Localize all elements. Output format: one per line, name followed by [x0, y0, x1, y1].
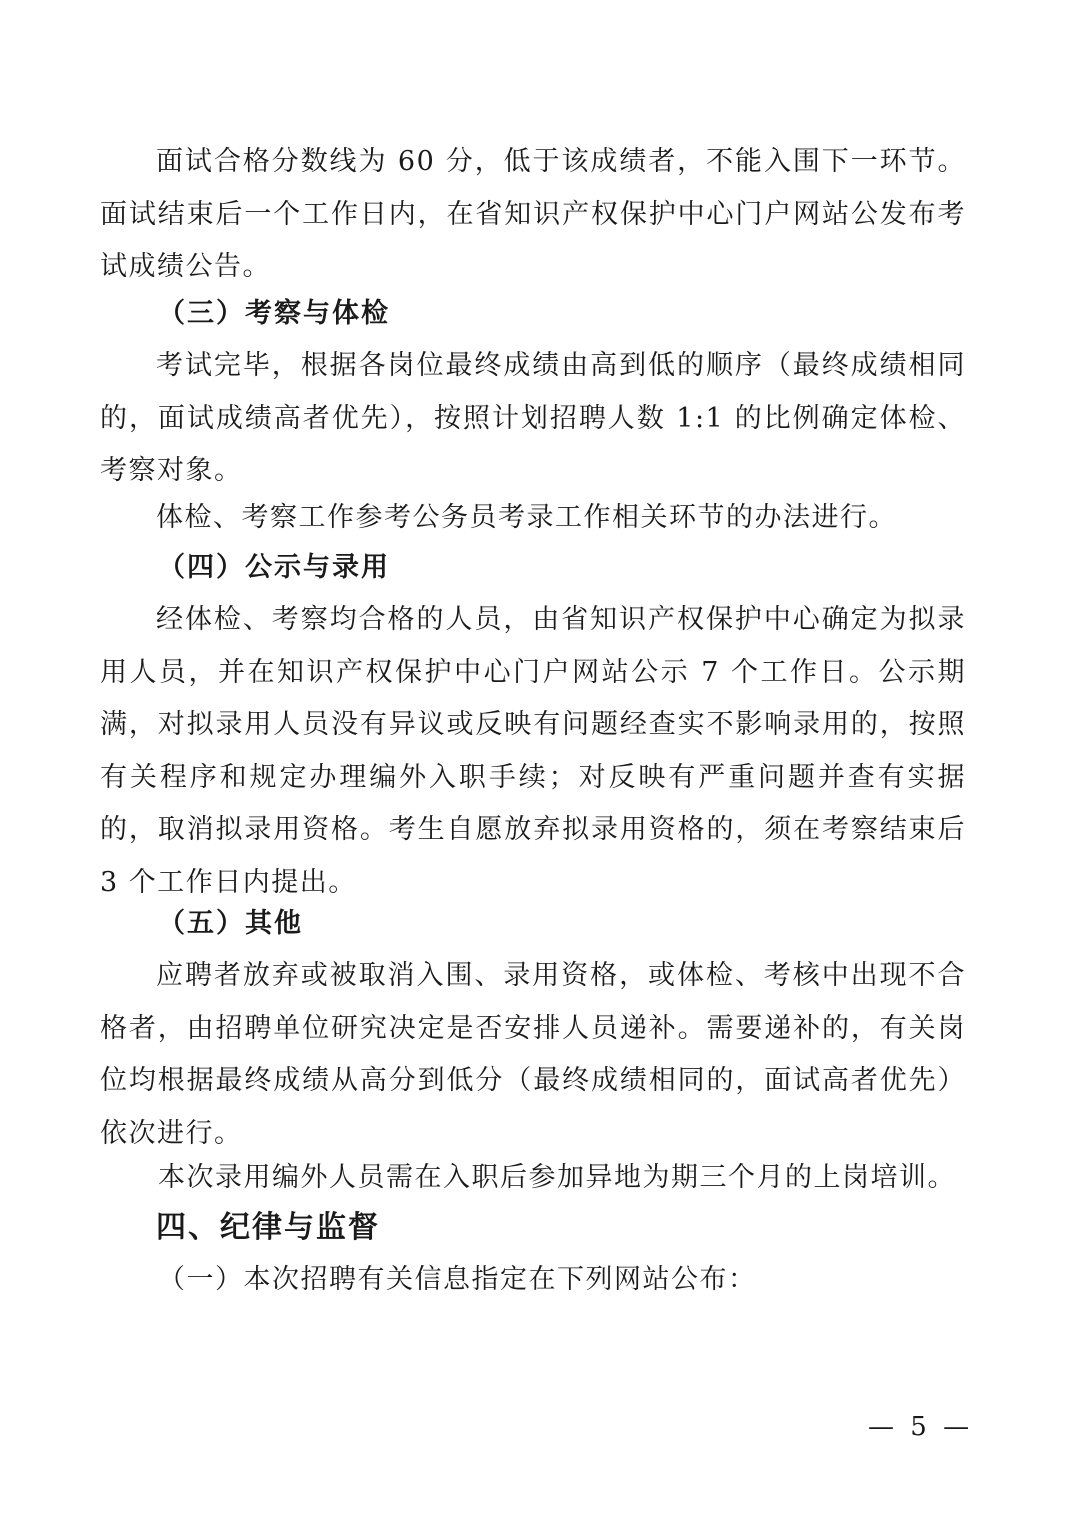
subheading-publicity-hiring: （四）公示与录用 — [158, 552, 390, 583]
paragraph-inspection-method: 体检、考察工作参考公务员考录工作相关环节的办法进行。 — [156, 502, 897, 533]
paragraph-info-sites: （一）本次招聘有关信息指定在下列网站公布： — [158, 1264, 757, 1295]
paragraph-exam-complete: 考试完毕，根据各岗位最终成绩由高到低的顺序（最终成绩相同的，面试成绩高者优先），按照计划招聘人数 1:1 的比例确定体检、考察对象。 — [100, 350, 966, 486]
subheading-inspection-exam: （三）考察与体检 — [158, 298, 390, 329]
paragraph-training: 本次录用编外人员需在入职后参加异地为期三个月的上岗培训。 — [158, 1162, 956, 1193]
subheading-other: （五）其他 — [158, 908, 303, 939]
section-heading-discipline: 四、纪律与监督 — [156, 1210, 380, 1245]
paragraph-interview-score: 面试合格分数线为 60 分，低于该成绩者，不能入围下一环节。面试结束后一个工作日内，在省知识产权保护中心门户网站公发布考试成绩公告。 — [100, 146, 966, 282]
paragraph-replacement: 应聘者放弃或被取消入围、录用资格，或体检、考核中出现不合格者，由招聘单位研究决定是否安排人员递补。需要递补的，有关岗位均根据最终成绩从高分到低分（最终成绩相同的，面试高者优先）依次进行。 — [100, 960, 966, 1149]
page-number: — 5 — — [868, 1412, 974, 1442]
paragraph-publicity: 经体检、考察均合格的人员，由省知识产权保护中心确定为拟录用人员，并在知识产权保护中心门户网站公示 7 个工作日。公示期满，对拟录用人员没有异议或反映有问题经查实不影响录用的，按照有关程序和规定办理编外入职手续；对反映有严重问题并查有实据的，取消拟录用资格。考生自愿放弃拟录用资格的，须在考察结束后 3 个工作日内提出。 — [100, 604, 966, 898]
